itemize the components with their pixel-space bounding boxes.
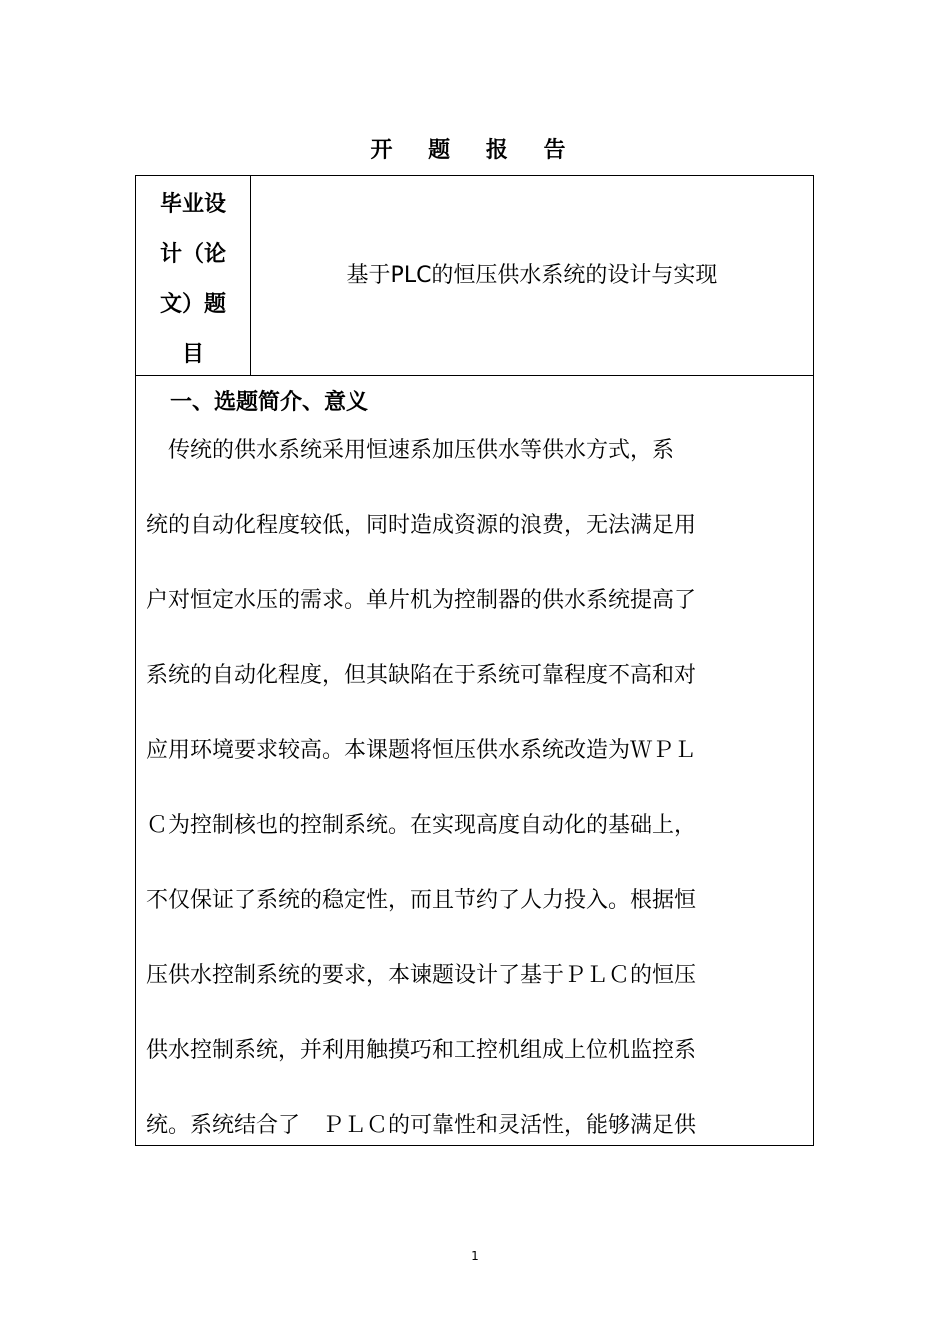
topic-row [136, 176, 813, 376]
topic-label-line: 毕业设 [159, 192, 226, 217]
section-heading: 一、选题简介、意义 [170, 390, 369, 415]
body-line: Ｃ为控制核也的控制系统。在实现高度自动化的基础上， [146, 813, 697, 838]
body-line: 供水控制系统，并利用触摸巧和工控机组成上位机监控系 [146, 1038, 697, 1063]
body-line: 传统的供水系统采用恒速系加压供水等供水方式，系 [146, 438, 675, 463]
body-line: 系统的自动化程度，但其缺陷在于系统可靠程度不高和对 [146, 663, 697, 688]
body-line: 统的自动化程度较低，同时造成资源的浪费，无法满足用 [146, 513, 697, 538]
body-line: 不仅保证了系统的稳定性，而且节约了人力投入。根据恒 [146, 888, 697, 913]
topic-value-cell [251, 176, 813, 375]
topic-label-cell [136, 176, 251, 375]
body-line: 应用环境要求较高。本课题将恒压供水系统改造为ＷＰＬ [146, 738, 697, 763]
body-line: 户对恒定水压的需求。单片机为控制器的供水系统提高了 [146, 588, 697, 613]
page-number: 1 [471, 1249, 479, 1263]
body-line: 统。系统结合了 ＰＬＣ的可靠性和灵活性，能够满足供 [146, 1113, 697, 1138]
page-title: 开 题 报 告 [370, 138, 580, 163]
report-table [135, 175, 814, 1146]
topic-label-line: 目 [181, 342, 204, 367]
topic-title: 基于PLC的恒压供水系统的设计与实现 [346, 262, 718, 288]
intro-section [136, 376, 813, 1145]
body-line: 压供水控制系统的要求，本谏题设计了基于ＰＬＣ的恒压 [146, 963, 697, 988]
topic-label-line: 计（论 [159, 242, 226, 267]
topic-label-line: 文）题 [159, 292, 226, 317]
